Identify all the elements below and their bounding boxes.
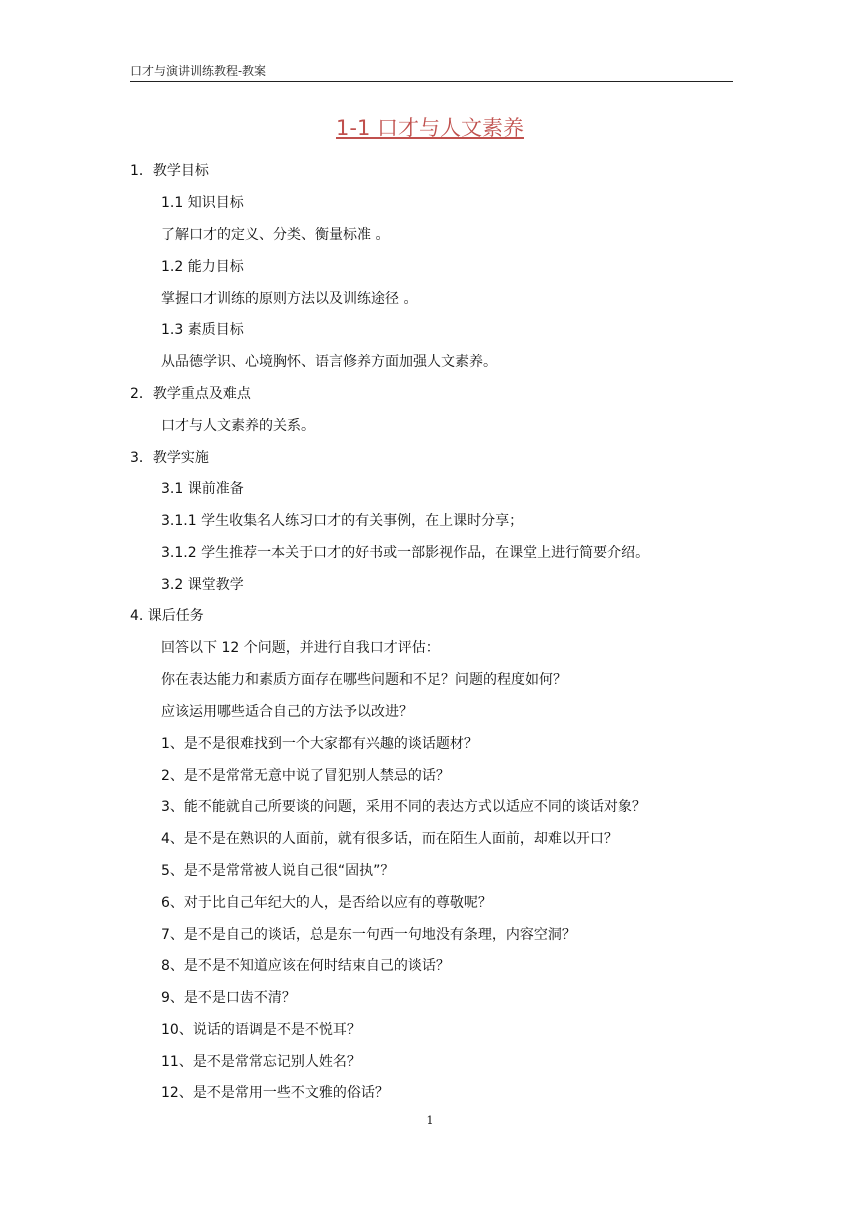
question-item: 12、是不是常用一些不文雅的俗话？ xyxy=(161,1085,389,1101)
subheading-preparation: 3.1 课前准备 xyxy=(161,481,244,497)
section-heading-after-class: 4. 课后任务 xyxy=(130,608,204,624)
question-item: 4、是不是在熟识的人面前，就有很多话，而在陌生人面前，却难以开口？ xyxy=(161,831,618,847)
paragraph: 了解口才的定义、分类、衡量标准 。 xyxy=(161,227,390,243)
header-text: 口才与演讲训练教程-教案 xyxy=(130,64,267,78)
section-heading-key-points: 2．教学重点及难点 xyxy=(130,386,251,402)
question-item: 7、是不是自己的谈话，总是东一句西一句地没有条理，内容空洞？ xyxy=(161,927,576,943)
paragraph: 掌握口才训练的原则方法以及训练途径 。 xyxy=(161,291,418,307)
subheading-knowledge-goal: 1.1 知识目标 xyxy=(161,195,244,211)
question-item: 6、对于比自己年纪大的人，是否给以应有的尊敬呢？ xyxy=(161,895,492,911)
question-item: 1、是不是很难找到一个大家都有兴趣的谈话题材？ xyxy=(161,736,478,752)
paragraph: 口才与人文素养的关系。 xyxy=(161,418,315,434)
question-item: 10、说话的语调是不是不悦耳？ xyxy=(161,1022,361,1038)
paragraph: 你在表达能力和素质方面存在哪些问题和不足？问题的程度如何？ xyxy=(161,672,567,688)
question-item: 3、能不能就自己所要谈的问题，采用不同的表达方式以适应不同的谈话对象？ xyxy=(161,799,646,815)
paragraph: 3.1.1 学生收集名人练习口才的有关事例，在上课时分享； xyxy=(161,513,524,529)
question-item: 2、是不是常常无意中说了冒犯别人禁忌的话？ xyxy=(161,768,450,784)
question-item: 5、是不是常常被人说自己很“固执”？ xyxy=(161,863,395,879)
paragraph: 应该运用哪些适合自己的方法予以改进？ xyxy=(161,704,413,720)
paragraph: 3.1.2 学生推荐一本关于口才的好书或一部影视作品，在课堂上进行简要介绍。 xyxy=(161,545,650,561)
page-number: 1 xyxy=(426,1114,434,1127)
section-heading-implementation: 3．教学实施 xyxy=(130,450,209,466)
paragraph: 从品德学识、心境胸怀、语言修养方面加强人文素养。 xyxy=(161,354,497,370)
question-item: 9、是不是口齿不清？ xyxy=(161,990,296,1006)
subheading-quality-goal: 1.3 素质目标 xyxy=(161,322,244,338)
paragraph: 回答以下 12 个问题，并进行自我口才评估： xyxy=(161,640,440,656)
question-item: 8、是不是不知道应该在何时结束自己的谈话？ xyxy=(161,958,450,974)
subheading-classroom: 3.2 课堂教学 xyxy=(161,577,244,593)
section-heading-teaching-goals: 1．教学目标 xyxy=(130,163,209,179)
page-title: 1-1 口才与人文素养 xyxy=(336,116,524,140)
page-header xyxy=(130,60,733,82)
question-item: 11、是不是常常忘记别人姓名？ xyxy=(161,1054,361,1070)
subheading-ability-goal: 1.2 能力目标 xyxy=(161,259,244,275)
